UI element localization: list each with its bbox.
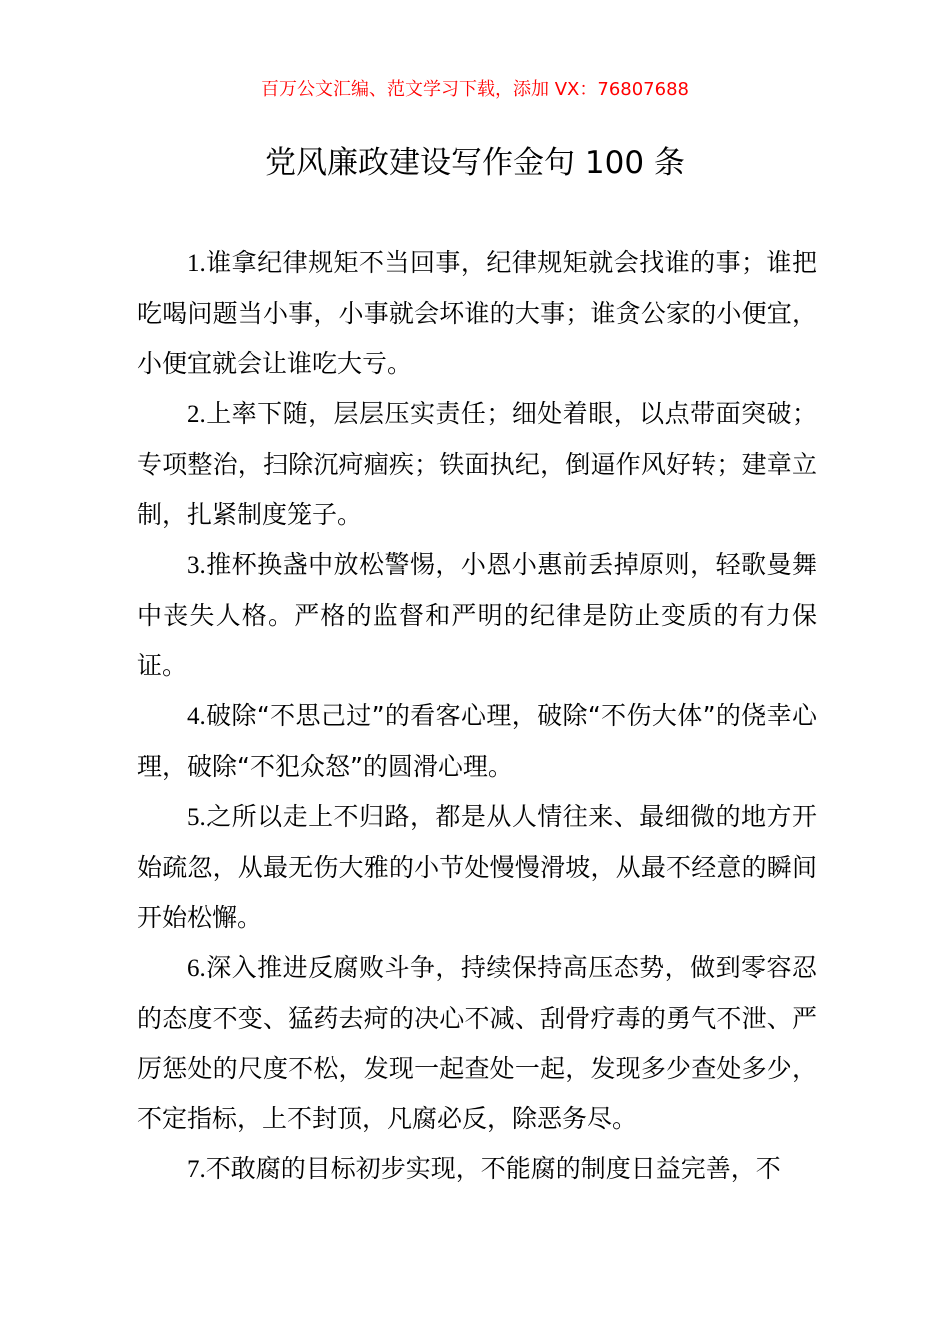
paragraph-text: 不敢腐的目标初步实现，不能腐的制度日益完善，不 xyxy=(205,1154,781,1183)
document-body xyxy=(137,238,817,1195)
paragraph-number: 4. xyxy=(187,703,206,730)
paragraph-number: 2. xyxy=(187,401,206,428)
paragraph-text: 谁拿纪律规矩不当回事，纪律规矩就会找谁的事；谁把吃喝问题当小事，小事就会坏谁的大事；谁贪公家的小便宜，小便宜就会让谁吃大亏。 xyxy=(137,248,817,378)
header-note: 百万公文汇编、范文学习下载，添加 VX：76807688 xyxy=(261,79,689,100)
paragraph-2 xyxy=(137,389,817,540)
paragraph-number: 1. xyxy=(187,250,206,277)
paragraph-number: 6. xyxy=(187,955,206,982)
paragraph-5 xyxy=(137,792,817,943)
paragraph-text: 推杯换盏中放松警惕，小恩小惠前丢掉原则，轻歌曼舞中丧失人格。严格的监督和严明的纪律是防止变质的有力保证。 xyxy=(137,550,817,680)
paragraph-4 xyxy=(137,691,817,792)
document-title: 党风廉政建设写作金句 100 条 xyxy=(265,145,685,181)
paragraph-number: 3. xyxy=(187,552,206,579)
paragraph-text: 之所以走上不归路，都是从人情往来、最细微的地方开始疏忽，从最无伤大雅的小节处慢慢滑坡，从最不经意的瞬间开始松懈。 xyxy=(137,802,817,932)
paragraph-1 xyxy=(137,238,817,389)
paragraph-3 xyxy=(137,540,817,691)
paragraph-number: 7. xyxy=(187,1156,206,1183)
paragraph-6 xyxy=(137,943,817,1144)
paragraph-text: 上率下随，层层压实责任；细处着眼，以点带面突破；专项整治，扫除沉疴痼疾；铁面执纪，倒逼作风好转；建章立制，扎紧制度笼子。 xyxy=(137,399,817,529)
paragraph-7 xyxy=(137,1144,817,1195)
paragraph-number: 5. xyxy=(187,804,206,831)
paragraph-text: 破除“不思己过”的看客心理，破除“不伤大体”的侥幸心理，破除“不犯众怒”的圆滑心理。 xyxy=(137,701,817,781)
paragraph-text: 深入推进反腐败斗争，持续保持高压态势，做到零容忍的态度不变、猛药去疴的决心不减、刮骨疗毒的勇气不泄、严厉惩处的尺度不松，发现一起查处一起，发现多少查处多少，不定指标，上不封顶，凡腐必反，除恶务尽。 xyxy=(137,953,817,1133)
